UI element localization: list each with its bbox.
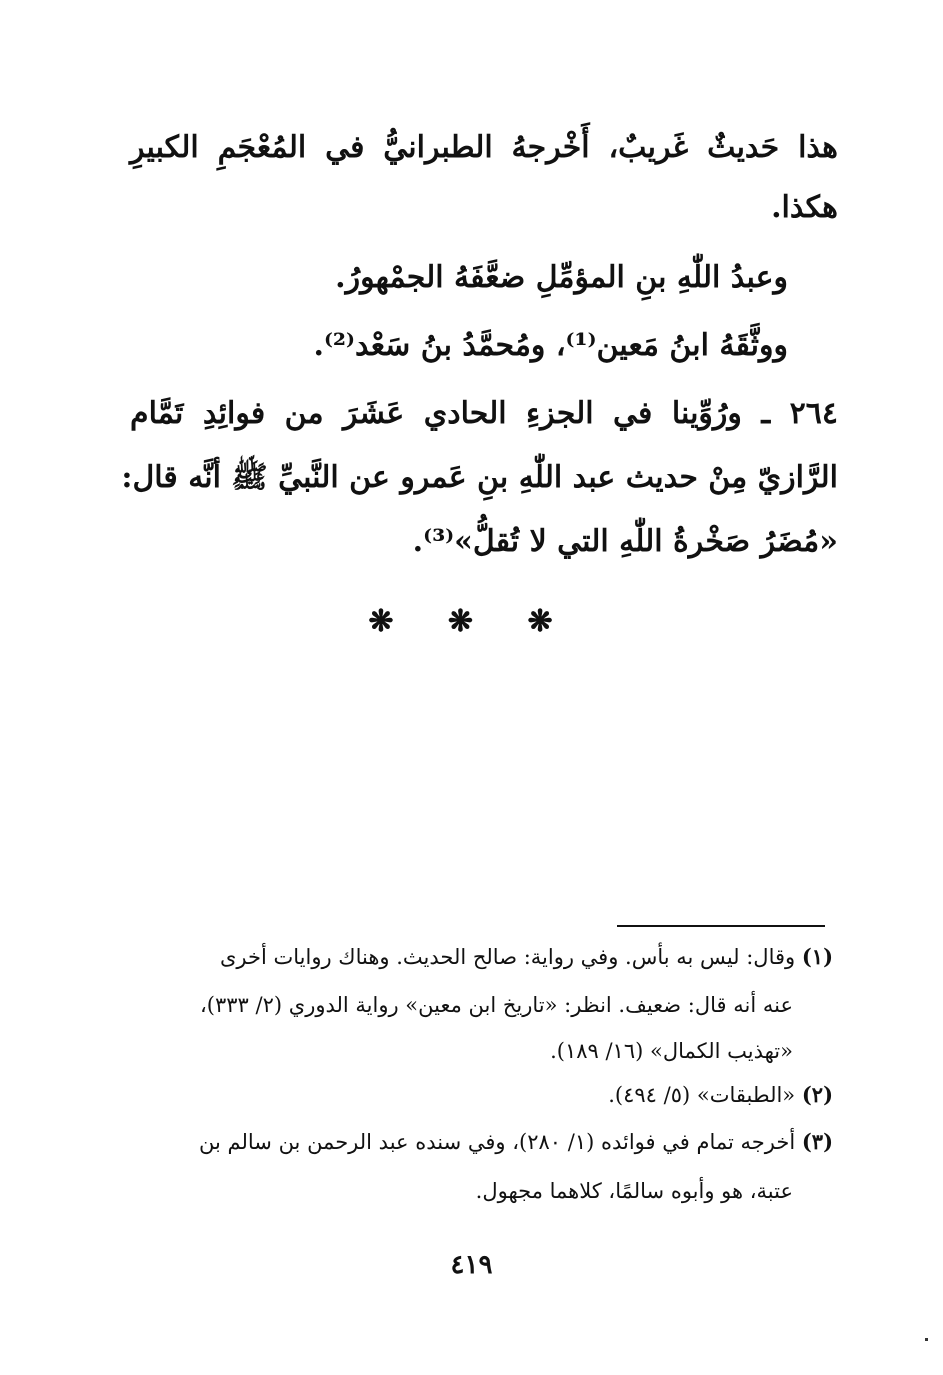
footnote-3-number: (٣): [801, 1129, 833, 1154]
hadith-264-line-1: ٢٦٤ ـ ورُوِّينا في الجزءِ الحادي عَشَرَ من فوائِدِ تَمَّام: [130, 396, 838, 431]
footnote-rule: [617, 925, 825, 927]
footnote-1-line-1: [130, 942, 833, 972]
text-line-3: وعبدُ اللّٰهِ بنِ المؤمِّلِ ضعَّفَهُ الجمْهورُ.: [335, 260, 788, 295]
section-divider-ornament: ❋ ❋ ❋: [368, 604, 575, 639]
hadith-264-line-3: «مُضَرُ صَخْرةُ اللّٰهِ التي لا تُقلُّ»⁽³⁾.: [412, 524, 838, 559]
footnote-1-number: (١): [801, 944, 833, 969]
footnote-1-line-3: «تهذيب الكمال» (١٦/ ١٨٩).: [550, 1039, 793, 1063]
footnote-1-text: وقال: ليس به بأس. وفي رواية: صالح الحديث. وهناك روايات أخرى: [219, 945, 796, 969]
footnote-2-number: (٢): [801, 1082, 833, 1107]
footnote-1-line-2: عنه أنه قال: ضعيف. انظر: «تاريخ ابن معين» رواية الدوري (٢/ ٣٣٣)،: [200, 993, 793, 1017]
scan-speck: [925, 1338, 928, 1341]
footnote-2-text: «الطبقات» (٥/ ٤٩٤).: [608, 1083, 796, 1107]
footnote-3-line-2: عتبة، هو وأبوه سالمًا، كلاهما مجهول.: [475, 1179, 793, 1203]
text-line-1: هذا حَديثٌ غَريبٌ، أَخْرجهُ الطبرانيُّ في المُعْجَمِ الكبيرِ: [130, 130, 838, 165]
page-number: ٤١٩: [450, 1250, 493, 1280]
hadith-264-line-2: الرَّازيّ مِنْ حديث عبد اللّٰهِ بنِ عَمرو عن النَّبيِّ ﷺ أنَّه قال:: [121, 460, 838, 495]
footnote-2: [130, 1080, 833, 1110]
footnote-3-text: أخرجه تمام في فوائده (١/ ٢٨٠)، وفي سنده عبد الرحمن بن سالم بن: [199, 1130, 796, 1154]
footnote-3-line-1: [130, 1127, 833, 1157]
text-line-2: هكذا.: [771, 190, 838, 225]
text-line-4: ووثَّقَهُ ابنُ مَعين⁽¹⁾، ومُحمَّدُ بنُ سَعْد⁽²⁾.: [313, 328, 788, 363]
